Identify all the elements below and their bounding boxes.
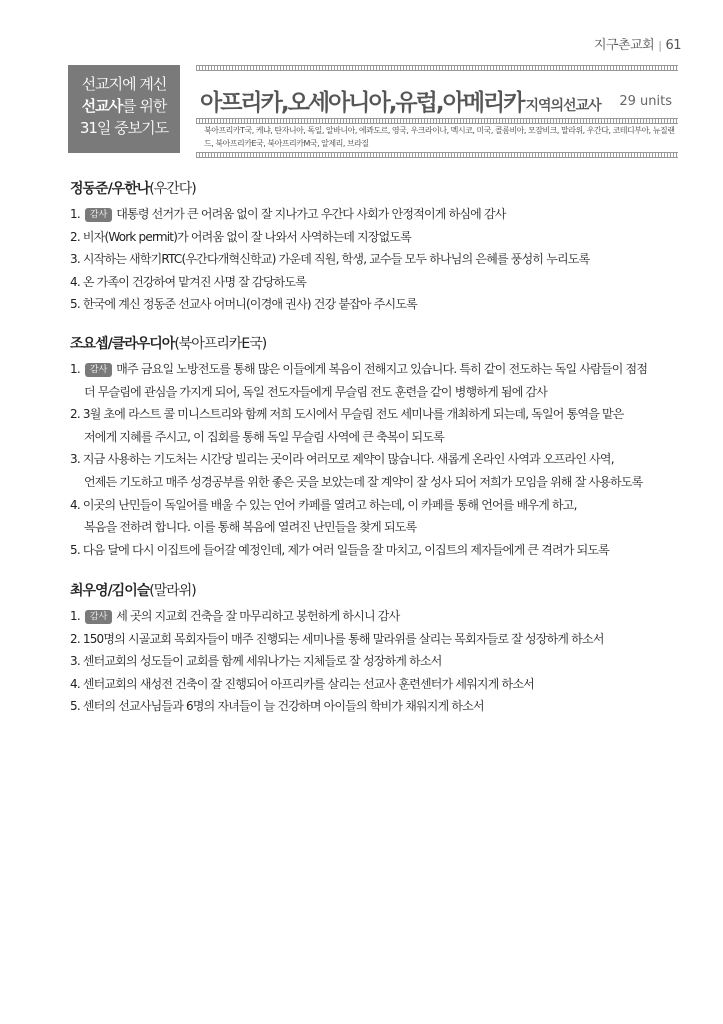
title-main: 아프리카,오세아니아,유럽,아메리카	[200, 90, 524, 116]
missionary-section-2	[70, 333, 690, 561]
item-number: 5.	[70, 297, 80, 312]
missionary-names: 최우영/김이슬	[70, 583, 150, 599]
item-text: 150명의 시골교회 목회자들이 매주 진행되는 세미나를 통해 말라위를 살리는 목회자들로 잘 성장하게 하소서	[82, 631, 604, 646]
missionary-name-heading	[70, 178, 690, 198]
prayer-item	[70, 248, 690, 271]
prayer-item	[70, 628, 690, 651]
banner-line-2-bold: 선교사	[81, 97, 123, 115]
church-name: 지구촌교회	[593, 38, 655, 53]
item-text: 3월 초에 라스트 콜 미니스트리와 함께 저희 도시에서 무슬림 전도 세미나를 개최하게 되는데, 독일어 통역을 맡은	[82, 407, 624, 422]
thanks-badge: 감사	[85, 208, 112, 222]
country-list: 북아프리카T국, 케냐, 탄자니아, 독일, 알바니아, 에콰도르, 영국, 우크라이나, 멕시코, 미국, 콜롬비아, 모잠비크, 말라위, 우간다, 코테디부아, 뉴질랜드, 북아프리카E국, 북아프리카M국, 알제리, 브라질	[204, 126, 675, 148]
item-text: 매주 금요일 노방전도를 통해 많은 이들에게 복음이 전해지고 있습니다. 특히 같이 전도하는 독일 사람들이 점점	[116, 362, 648, 376]
prayer-item	[70, 605, 690, 628]
item-text-continued: 언제든 기도하고 매주 성경공부를 위한 좋은 곳을 보았는데 잘 계약이 잘 성사 되어 저희가 모임을 위해 잘 사용하도록	[84, 474, 643, 489]
title-row	[200, 84, 678, 117]
mission-place: (북아프리카E국)	[174, 336, 267, 352]
item-text: 세 곳의 지교회 건축을 잘 마무리하고 봉헌하게 하시니 감사	[116, 609, 400, 623]
item-number: 3.	[70, 452, 80, 467]
item-number: 1.	[70, 609, 80, 623]
missionary-section-1	[70, 178, 690, 316]
bottom-rule	[196, 152, 678, 158]
item-text: 온 가족이 건강하여 맡겨진 사명 잘 감당하도록	[82, 274, 307, 289]
item-text: 다음 달에 다시 이집트에 들어갈 예정인데, 제가 여러 일들을 잘 마치고, 이집트의 제자들에게 큰 격려가 되도록	[82, 542, 609, 557]
prayer-item	[70, 695, 690, 718]
thanks-badge: 감사	[85, 610, 112, 624]
item-number: 5.	[70, 542, 80, 557]
missionary-section-3	[70, 580, 690, 718]
item-text-continued: 더 무슬림에 관심을 가지게 되어, 독일 전도자들에게 무슬림 전도 훈련을 같이 병행하게 됨에 감사	[84, 384, 548, 399]
item-text: 센터교회의 새성전 건축이 잘 진행되어 아프리카를 살리는 선교사 훈련센터가 세워지게 하소서	[82, 676, 534, 691]
item-number: 1.	[70, 362, 80, 376]
item-text: 지금 사용하는 기도처는 시간당 빌리는 곳이라 여러모로 제약이 많습니다. 새롭게 온라인 사역과 오프라인 사역,	[82, 452, 614, 467]
prayer-item	[70, 650, 690, 673]
item-text: 센터교회의 성도들이 교회를 함께 세워나가는 지체들로 잘 성장하게 하소서	[82, 654, 442, 669]
item-text-continued: 복음을 전하려 합니다. 이를 통해 복음에 열려진 난민들을 찾게 되도록	[84, 520, 417, 535]
prayer-item	[70, 358, 690, 403]
item-number: 2.	[70, 631, 80, 646]
missionary-name-heading	[70, 580, 690, 600]
prayer-item	[70, 403, 690, 448]
title-sub: 지역의선교사	[525, 98, 601, 114]
mission-place: (말라위)	[149, 583, 196, 599]
mission-place: (우간다)	[149, 181, 196, 197]
item-number: 4.	[70, 274, 80, 289]
prayer-item	[70, 226, 690, 249]
item-number: 5.	[70, 699, 80, 714]
prayer-item	[70, 293, 690, 316]
thanks-badge: 감사	[85, 363, 112, 377]
item-text: 비자(Work permit)가 어려움 없이 잘 나와서 사역하는데 지장없도록	[82, 229, 412, 244]
page-number: 61	[665, 38, 681, 53]
prayer-item	[70, 494, 690, 539]
item-number: 4.	[70, 497, 80, 512]
item-text: 한국에 계신 정동준 선교사 어머니(이경애 권사) 건강 붙잡아 주시도록	[82, 297, 417, 312]
prayer-item	[70, 539, 690, 562]
banner-line-2	[68, 95, 180, 117]
item-number: 1.	[70, 207, 80, 221]
item-number: 3.	[70, 252, 80, 267]
banner-line-3: 31일 중보기도	[79, 119, 169, 137]
item-number: 2.	[70, 229, 80, 244]
missionary-names: 정동준/우한나	[70, 181, 150, 197]
item-text: 센터의 선교사님들과 6명의 자녀들이 늘 건강하며 아이들의 학비가 채워지게 하소서	[82, 699, 484, 714]
units-count: 29 units	[619, 94, 672, 109]
prayer-item	[70, 203, 690, 226]
banner-line-2-rest: 를 위한	[122, 97, 167, 115]
top-rule	[196, 65, 678, 71]
header-separator: |	[658, 39, 662, 52]
item-number: 2.	[70, 407, 80, 422]
item-text: 이곳의 난민들이 독일어를 배울 수 있는 언어 카페를 열려고 하는데, 이 카페를 통해 언어를 배우게 하고,	[82, 497, 577, 512]
page-header	[594, 34, 681, 53]
missionary-name-heading	[70, 333, 690, 353]
item-text: 대통령 선거가 큰 어려움 없이 잘 지나가고 우간다 사회가 안정적이게 하심에 감사	[116, 207, 506, 221]
item-text-continued: 저에게 지혜를 주시고, 이 집회를 통해 독일 무슬림 사역에 큰 축복이 되도록	[84, 429, 444, 444]
prayer-item	[70, 448, 690, 493]
item-number: 3.	[70, 654, 80, 669]
prayer-banner	[68, 65, 180, 153]
prayer-item	[70, 673, 690, 696]
missionary-names: 조요셉/클라우디아	[70, 336, 175, 352]
item-number: 4.	[70, 676, 80, 691]
item-text: 시작하는 새학기RTC(우간다개혁신학교) 가운데 직원, 학생, 교수들 모두 하나님의 은혜를 풍성히 누리도록	[82, 252, 590, 267]
banner-line-1: 선교지에 계신	[81, 75, 167, 93]
prayer-item	[70, 271, 690, 294]
